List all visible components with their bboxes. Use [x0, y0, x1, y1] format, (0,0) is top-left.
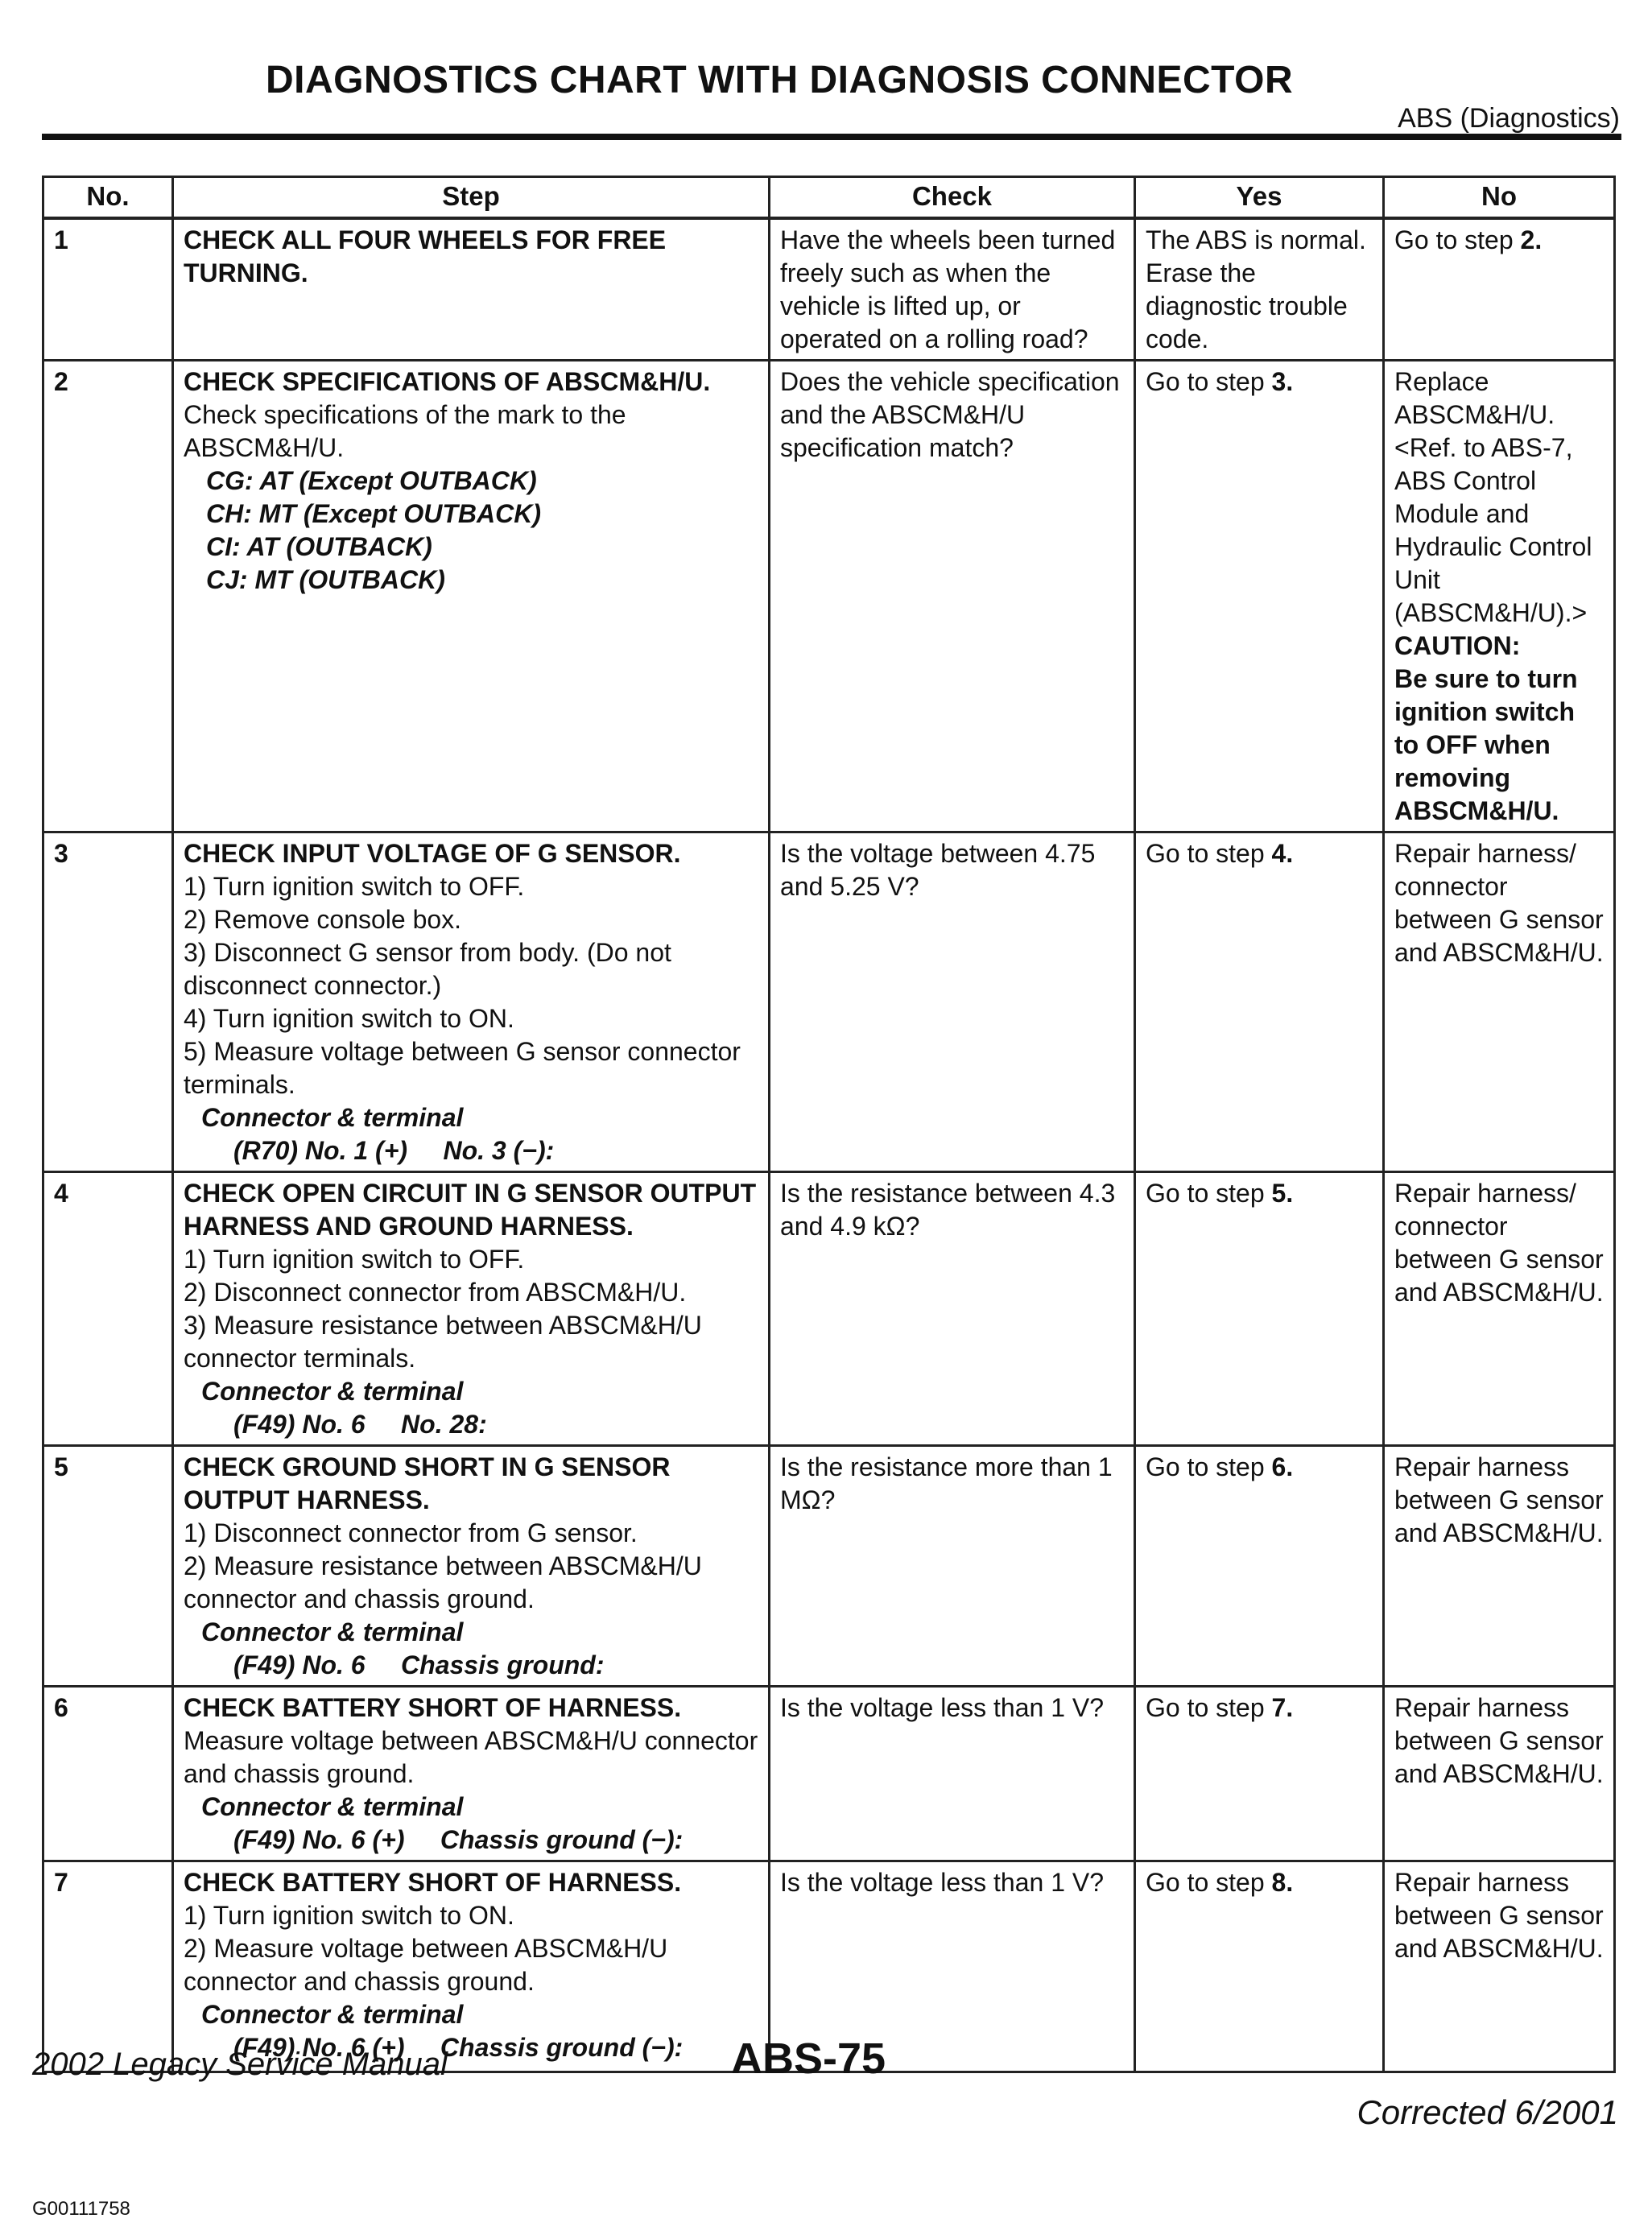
correction-date: Corrected 6/2001 — [1357, 2093, 1618, 2131]
step-cell — [173, 218, 770, 361]
step-number: 6 — [43, 1687, 173, 1861]
yes-step-ref: 5. — [1271, 1179, 1294, 1208]
yes-step-ref: 4. — [1271, 839, 1294, 868]
table-row — [43, 361, 1615, 832]
no-action: Go to step — [1394, 225, 1514, 254]
no-action: Replace ABSCM&H/U. <Ref. to ABS-7, ABS Control Module and Hydraulic Control Unit (ABSCM&H/U).> — [1394, 367, 1592, 627]
header-divider — [42, 134, 1621, 140]
step-title: CHECK SPECIFICATIONS OF ABSCM&H/U. — [184, 367, 711, 396]
procedure-step: 2) Measure voltage between ABSCM&H/U connector and chassis ground. — [184, 1934, 668, 1996]
step-number: 5 — [43, 1446, 173, 1687]
no-cell: Repair harness between G sensor and ABSCM&H/U. — [1384, 1861, 1615, 2072]
yes-step-ref: 7. — [1271, 1693, 1294, 1722]
yes-action: Go to step — [1146, 1452, 1265, 1481]
caution-text: Be sure to turn ignition switch to OFF when removing ABSCM&H/U. — [1394, 664, 1578, 825]
connector-terminals: (F49) No. 6 Chassis ground: — [233, 1650, 605, 1679]
table-row — [43, 218, 1615, 361]
procedure-step: 5) Measure voltage between G sensor connector terminals. — [184, 1037, 741, 1099]
column-header-check: Check — [770, 177, 1135, 219]
no-cell — [1384, 361, 1615, 832]
no-cell: Repair harness between G sensor and ABSCM&H/U. — [1384, 1687, 1615, 1861]
check-cell: Have the wheels been turned freely such as when the vehicle is lifted up, or operated on a rolling road? — [770, 218, 1135, 361]
no-step-ref: 2. — [1520, 225, 1543, 254]
no-cell: Repair harness/ connector between G sensor and ABSCM&H/U. — [1384, 1172, 1615, 1446]
check-cell: Is the voltage between 4.75 and 5.25 V? — [770, 832, 1135, 1172]
connector-terminals: (F49) No. 6 (+) Chassis ground (−): — [233, 2033, 684, 2062]
column-header-step: Step — [173, 177, 770, 219]
column-header-no: No. — [43, 177, 173, 219]
spec-item: CJ: MT (OUTBACK) — [206, 565, 445, 594]
table-header-row — [43, 177, 1615, 219]
step-title: CHECK OPEN CIRCUIT IN G SENSOR OUTPUT HARNESS AND GROUND HARNESS. — [184, 1179, 757, 1241]
step-number: 7 — [43, 1861, 173, 2072]
section-subtitle: ABS (Diagnostics) — [1398, 103, 1620, 134]
connector-terminals: (R70) No. 1 (+) No. 3 (−): — [233, 1136, 555, 1165]
connector-label: Connector & terminal — [201, 1617, 464, 1646]
yes-action: Go to step — [1146, 839, 1265, 868]
yes-cell — [1135, 1687, 1384, 1861]
check-cell: Is the voltage less than 1 V? — [770, 1861, 1135, 2072]
connector-label: Connector & terminal — [201, 1103, 464, 1132]
page-number: ABS-75 — [731, 2035, 886, 2083]
procedure-step: 3) Disconnect G sensor from body. (Do not disconnect connector.) — [184, 938, 671, 1000]
yes-cell — [1135, 361, 1384, 832]
connector-label: Connector & terminal — [201, 2000, 464, 2029]
step-cell — [173, 361, 770, 832]
spec-item: CI: AT (OUTBACK) — [206, 532, 432, 561]
step-cell — [173, 1861, 770, 2072]
manual-title: 2002 Legacy Service Manual — [32, 2047, 448, 2082]
check-cell: Does the vehicle specification and the ABSCM&H/U specification match? — [770, 361, 1135, 832]
yes-action: Go to step — [1146, 1179, 1265, 1208]
step-number: 3 — [43, 832, 173, 1172]
step-cell — [173, 1172, 770, 1446]
procedure-step: 2) Remove console box. — [184, 905, 462, 934]
spec-item: CG: AT (Except OUTBACK) — [206, 466, 537, 495]
step-number: 1 — [43, 218, 173, 361]
table-row — [43, 832, 1615, 1172]
step-cell — [173, 832, 770, 1172]
procedure-step: 1) Disconnect connector from G sensor. — [184, 1518, 638, 1547]
caution-label: CAUTION: — [1394, 631, 1521, 660]
check-cell: Is the resistance between 4.3 and 4.9 kΩ? — [770, 1172, 1135, 1446]
no-cell — [1384, 218, 1615, 361]
procedure-step: 1) Turn ignition switch to OFF. — [184, 872, 525, 901]
page-title: DIAGNOSTICS CHART WITH DIAGNOSIS CONNECTOR — [266, 59, 1294, 101]
step-title: CHECK ALL FOUR WHEELS FOR FREE TURNING. — [184, 225, 667, 287]
table-row — [43, 1172, 1615, 1446]
step-title: CHECK BATTERY SHORT OF HARNESS. — [184, 1693, 682, 1722]
spec-item: CH: MT (Except OUTBACK) — [206, 499, 541, 528]
step-number: 4 — [43, 1172, 173, 1446]
column-header-yes: Yes — [1135, 177, 1384, 219]
step-cell — [173, 1446, 770, 1687]
check-cell: Is the voltage less than 1 V? — [770, 1687, 1135, 1861]
yes-action: Go to step — [1146, 1693, 1265, 1722]
connector-terminals: (F49) No. 6 No. 28: — [233, 1410, 487, 1439]
connector-label: Connector & terminal — [201, 1792, 464, 1821]
yes-cell — [1135, 1172, 1384, 1446]
yes-step-ref: 6. — [1271, 1452, 1294, 1481]
yes-cell — [1135, 1861, 1384, 2072]
step-description: Check specifications of the mark to the ABSCM&H/U. — [184, 400, 626, 462]
table-row — [43, 1687, 1615, 1861]
procedure-step: 1) Turn ignition switch to ON. — [184, 1901, 514, 1930]
step-number: 2 — [43, 361, 173, 832]
yes-action: Go to step — [1146, 367, 1265, 396]
yes-step-ref: 3. — [1271, 367, 1294, 396]
step-cell — [173, 1687, 770, 1861]
yes-cell: The ABS is normal. Erase the diagnostic trouble code. — [1135, 218, 1384, 361]
no-cell: Repair harness between G sensor and ABSCM&H/U. — [1384, 1446, 1615, 1687]
procedure-step: 2) Measure resistance between ABSCM&H/U connector and chassis ground. — [184, 1551, 702, 1613]
column-header-no-result: No — [1384, 177, 1615, 219]
no-cell: Repair harness/ connector between G sensor and ABSCM&H/U. — [1384, 832, 1615, 1172]
step-title: CHECK GROUND SHORT IN G SENSOR OUTPUT HARNESS. — [184, 1452, 671, 1514]
step-description: Measure voltage between ABSCM&H/U connector and chassis ground. — [184, 1726, 758, 1788]
yes-step-ref: 8. — [1271, 1868, 1294, 1897]
yes-cell — [1135, 1446, 1384, 1687]
step-title: CHECK BATTERY SHORT OF HARNESS. — [184, 1868, 682, 1897]
procedure-step: 2) Disconnect connector from ABSCM&H/U. — [184, 1278, 687, 1307]
check-cell: Is the resistance more than 1 MΩ? — [770, 1446, 1135, 1687]
yes-action: Go to step — [1146, 1868, 1265, 1897]
step-title: CHECK INPUT VOLTAGE OF G SENSOR. — [184, 839, 681, 868]
document-id: G00111758 — [32, 2198, 130, 2220]
yes-cell — [1135, 832, 1384, 1172]
connector-label: Connector & terminal — [201, 1377, 464, 1406]
table-row — [43, 1446, 1615, 1687]
procedure-step: 3) Measure resistance between ABSCM&H/U connector terminals. — [184, 1311, 702, 1373]
connector-terminals: (F49) No. 6 (+) Chassis ground (−): — [233, 1825, 684, 1854]
diagnostics-table — [42, 176, 1616, 2073]
procedure-step: 4) Turn ignition switch to ON. — [184, 1004, 514, 1033]
procedure-step: 1) Turn ignition switch to OFF. — [184, 1245, 525, 1274]
